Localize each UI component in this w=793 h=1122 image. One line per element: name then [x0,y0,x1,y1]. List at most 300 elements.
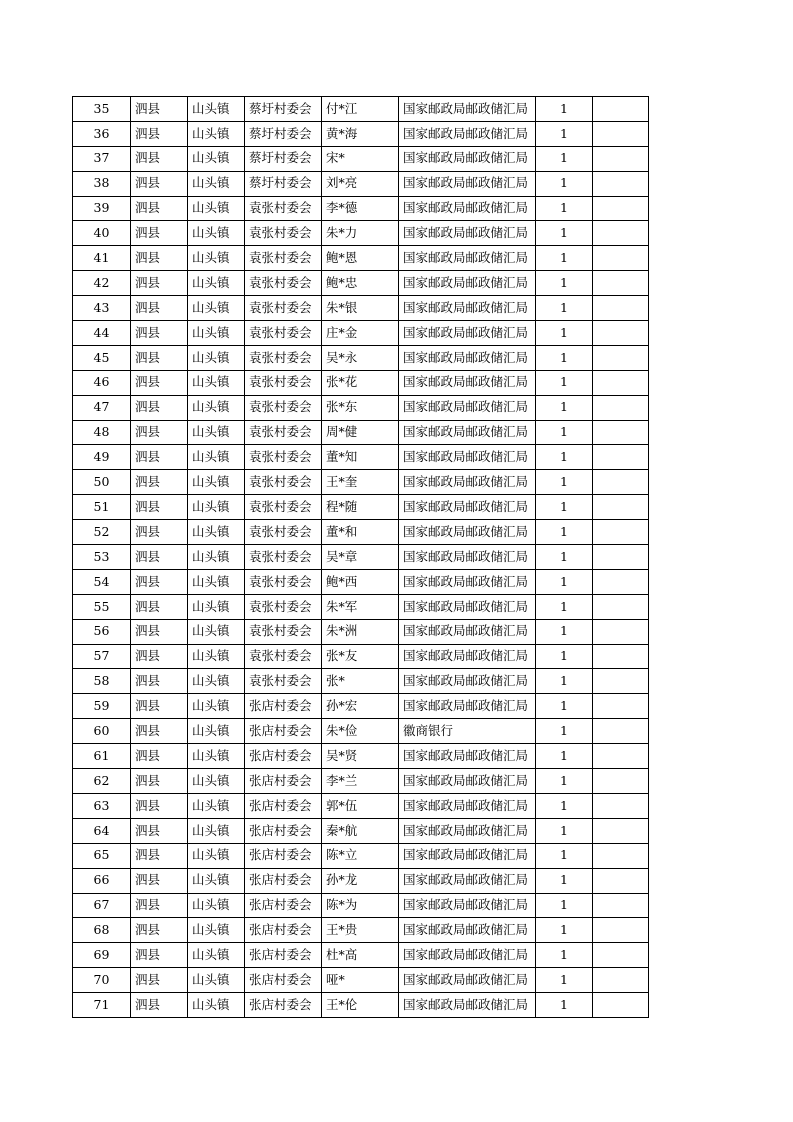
village-committee-cell: 张店村委会 [245,744,322,769]
bank-cell: 国家邮政局邮政储汇局 [399,370,536,395]
row-number-cell: 64 [73,818,131,843]
county-cell: 泗县 [131,495,188,520]
table-row [73,968,649,993]
town-cell: 山头镇 [188,918,245,943]
town-cell: 山头镇 [188,868,245,893]
table-row [73,121,649,146]
county-cell: 泗县 [131,445,188,470]
county-cell: 泗县 [131,694,188,719]
county-cell: 泗县 [131,121,188,146]
table-row [73,818,649,843]
village-committee-cell: 张店村委会 [245,793,322,818]
row-number-cell: 71 [73,993,131,1018]
county-cell: 泗县 [131,296,188,321]
count-cell: 1 [536,644,593,669]
row-number-cell: 48 [73,420,131,445]
row-number-cell: 41 [73,246,131,271]
table-row [73,495,649,520]
county-cell: 泗县 [131,719,188,744]
county-cell: 泗县 [131,993,188,1018]
village-committee-cell: 张店村委会 [245,918,322,943]
village-committee-cell: 袁张村委会 [245,246,322,271]
county-cell: 泗县 [131,893,188,918]
row-number-cell: 38 [73,171,131,196]
note-cell [593,793,649,818]
bank-cell: 国家邮政局邮政储汇局 [399,893,536,918]
count-cell: 1 [536,345,593,370]
table-row [73,669,649,694]
table-row [73,321,649,346]
row-number-cell: 67 [73,893,131,918]
county-cell: 泗县 [131,321,188,346]
table-row [73,569,649,594]
person-name-cell: 陈*为 [322,893,399,918]
town-cell: 山头镇 [188,818,245,843]
row-number-cell: 46 [73,370,131,395]
row-number-cell: 52 [73,520,131,545]
count-cell: 1 [536,968,593,993]
town-cell: 山头镇 [188,769,245,794]
note-cell [593,644,649,669]
count-cell: 1 [536,893,593,918]
person-name-cell: 朱*银 [322,296,399,321]
row-number-cell: 51 [73,495,131,520]
note-cell [593,321,649,346]
count-cell: 1 [536,321,593,346]
bank-cell: 国家邮政局邮政储汇局 [399,619,536,644]
note-cell [593,744,649,769]
town-cell: 山头镇 [188,196,245,221]
person-name-cell: 鲍*忠 [322,271,399,296]
table-row [73,644,649,669]
count-cell: 1 [536,296,593,321]
count-cell: 1 [536,370,593,395]
town-cell: 山头镇 [188,321,245,346]
village-committee-cell: 袁张村委会 [245,196,322,221]
village-committee-cell: 袁张村委会 [245,470,322,495]
count-cell: 1 [536,669,593,694]
county-cell: 泗县 [131,271,188,296]
row-number-cell: 63 [73,793,131,818]
count-cell: 1 [536,246,593,271]
village-committee-cell: 袁张村委会 [245,321,322,346]
person-name-cell: 朱*力 [322,221,399,246]
bank-cell: 国家邮政局邮政储汇局 [399,818,536,843]
count-cell: 1 [536,196,593,221]
table-row [73,769,649,794]
bank-cell: 国家邮政局邮政储汇局 [399,221,536,246]
row-number-cell: 66 [73,868,131,893]
town-cell: 山头镇 [188,569,245,594]
village-committee-cell: 张店村委会 [245,719,322,744]
village-committee-cell: 袁张村委会 [245,420,322,445]
village-committee-cell: 张店村委会 [245,694,322,719]
bank-cell: 国家邮政局邮政储汇局 [399,271,536,296]
row-number-cell: 60 [73,719,131,744]
note-cell [593,395,649,420]
county-cell: 泗县 [131,818,188,843]
county-cell: 泗县 [131,246,188,271]
county-cell: 泗县 [131,868,188,893]
town-cell: 山头镇 [188,545,245,570]
town-cell: 山头镇 [188,619,245,644]
table-row [73,470,649,495]
village-committee-cell: 袁张村委会 [245,296,322,321]
row-number-cell: 61 [73,744,131,769]
person-name-cell: 陈*立 [322,843,399,868]
person-name-cell: 刘*亮 [322,171,399,196]
person-name-cell: 程*随 [322,495,399,520]
town-cell: 山头镇 [188,395,245,420]
county-cell: 泗县 [131,171,188,196]
town-cell: 山头镇 [188,843,245,868]
county-cell: 泗县 [131,769,188,794]
note-cell [593,719,649,744]
count-cell: 1 [536,545,593,570]
village-committee-cell: 张店村委会 [245,818,322,843]
person-name-cell: 庄*金 [322,321,399,346]
note-cell [593,420,649,445]
county-cell: 泗县 [131,744,188,769]
bank-cell: 国家邮政局邮政储汇局 [399,196,536,221]
county-cell: 泗县 [131,619,188,644]
village-committee-cell: 袁张村委会 [245,271,322,296]
town-cell: 山头镇 [188,470,245,495]
person-name-cell: 王*伦 [322,993,399,1018]
town-cell: 山头镇 [188,495,245,520]
table-row [73,619,649,644]
count-cell: 1 [536,943,593,968]
village-committee-cell: 袁张村委会 [245,594,322,619]
village-committee-cell: 袁张村委会 [245,495,322,520]
table-row [73,744,649,769]
village-committee-cell: 袁张村委会 [245,370,322,395]
table-row [73,893,649,918]
bank-cell: 国家邮政局邮政储汇局 [399,470,536,495]
person-name-cell: 哑* [322,968,399,993]
table-row [73,520,649,545]
note-cell [593,893,649,918]
count-cell: 1 [536,594,593,619]
bank-cell: 国家邮政局邮政储汇局 [399,594,536,619]
table-row [73,594,649,619]
person-name-cell: 吴*章 [322,545,399,570]
table-row [73,271,649,296]
table-row [73,420,649,445]
row-number-cell: 68 [73,918,131,943]
note-cell [593,818,649,843]
table-row [73,843,649,868]
village-committee-cell: 袁张村委会 [245,619,322,644]
note-cell [593,171,649,196]
note-cell [593,121,649,146]
county-cell: 泗县 [131,918,188,943]
note-cell [593,545,649,570]
town-cell: 山头镇 [188,943,245,968]
person-name-cell: 秦*航 [322,818,399,843]
table-row [73,345,649,370]
row-number-cell: 54 [73,569,131,594]
town-cell: 山头镇 [188,719,245,744]
row-number-cell: 42 [73,271,131,296]
bank-cell: 国家邮政局邮政储汇局 [399,669,536,694]
town-cell: 山头镇 [188,221,245,246]
bank-cell: 国家邮政局邮政储汇局 [399,246,536,271]
table-row [73,445,649,470]
note-cell [593,968,649,993]
person-name-cell: 王*奎 [322,470,399,495]
village-committee-cell: 袁张村委会 [245,669,322,694]
count-cell: 1 [536,769,593,794]
county-cell: 泗县 [131,569,188,594]
person-name-cell: 张* [322,669,399,694]
count-cell: 1 [536,121,593,146]
county-cell: 泗县 [131,644,188,669]
row-number-cell: 44 [73,321,131,346]
village-committee-cell: 袁张村委会 [245,545,322,570]
count-cell: 1 [536,868,593,893]
row-number-cell: 37 [73,146,131,171]
note-cell [593,445,649,470]
county-cell: 泗县 [131,793,188,818]
person-name-cell: 张*友 [322,644,399,669]
records-table [72,96,649,1018]
bank-cell: 国家邮政局邮政储汇局 [399,868,536,893]
row-number-cell: 57 [73,644,131,669]
village-committee-cell: 张店村委会 [245,893,322,918]
table-row [73,395,649,420]
note-cell [593,594,649,619]
town-cell: 山头镇 [188,121,245,146]
note-cell [593,843,649,868]
town-cell: 山头镇 [188,420,245,445]
note-cell [593,569,649,594]
person-name-cell: 宋* [322,146,399,171]
bank-cell: 国家邮政局邮政储汇局 [399,993,536,1018]
note-cell [593,146,649,171]
row-number-cell: 45 [73,345,131,370]
person-name-cell: 付*江 [322,97,399,122]
count-cell: 1 [536,818,593,843]
town-cell: 山头镇 [188,968,245,993]
row-number-cell: 49 [73,445,131,470]
count-cell: 1 [536,171,593,196]
person-name-cell: 董*知 [322,445,399,470]
count-cell: 1 [536,520,593,545]
person-name-cell: 王*贵 [322,918,399,943]
town-cell: 山头镇 [188,520,245,545]
row-number-cell: 39 [73,196,131,221]
row-number-cell: 58 [73,669,131,694]
table-row [73,196,649,221]
count-cell: 1 [536,843,593,868]
bank-cell: 国家邮政局邮政储汇局 [399,395,536,420]
count-cell: 1 [536,470,593,495]
note-cell [593,868,649,893]
person-name-cell: 孙*龙 [322,868,399,893]
county-cell: 泗县 [131,345,188,370]
count-cell: 1 [536,744,593,769]
count-cell: 1 [536,445,593,470]
row-number-cell: 59 [73,694,131,719]
table-row [73,296,649,321]
town-cell: 山头镇 [188,893,245,918]
count-cell: 1 [536,395,593,420]
bank-cell: 徽商银行 [399,719,536,744]
note-cell [593,993,649,1018]
village-committee-cell: 蔡圩村委会 [245,171,322,196]
bank-cell: 国家邮政局邮政储汇局 [399,171,536,196]
table-row [73,793,649,818]
bank-cell: 国家邮政局邮政储汇局 [399,744,536,769]
row-number-cell: 35 [73,97,131,122]
person-name-cell: 李*兰 [322,769,399,794]
town-cell: 山头镇 [188,744,245,769]
note-cell [593,694,649,719]
person-name-cell: 吴*贤 [322,744,399,769]
person-name-cell: 鲍*恩 [322,246,399,271]
county-cell: 泗县 [131,520,188,545]
county-cell: 泗县 [131,420,188,445]
town-cell: 山头镇 [188,370,245,395]
note-cell [593,669,649,694]
village-committee-cell: 蔡圩村委会 [245,121,322,146]
note-cell [593,296,649,321]
note-cell [593,370,649,395]
town-cell: 山头镇 [188,146,245,171]
count-cell: 1 [536,569,593,594]
bank-cell: 国家邮政局邮政储汇局 [399,843,536,868]
bank-cell: 国家邮政局邮政储汇局 [399,918,536,943]
records-body [73,97,649,1018]
table-row [73,370,649,395]
person-name-cell: 李*德 [322,196,399,221]
bank-cell: 国家邮政局邮政储汇局 [399,495,536,520]
note-cell [593,246,649,271]
person-name-cell: 张*花 [322,370,399,395]
village-committee-cell: 张店村委会 [245,843,322,868]
note-cell [593,619,649,644]
town-cell: 山头镇 [188,345,245,370]
note-cell [593,221,649,246]
person-name-cell: 杜*高 [322,943,399,968]
note-cell [593,271,649,296]
count-cell: 1 [536,619,593,644]
table-row [73,545,649,570]
row-number-cell: 56 [73,619,131,644]
bank-cell: 国家邮政局邮政储汇局 [399,345,536,370]
county-cell: 泗县 [131,470,188,495]
note-cell [593,495,649,520]
count-cell: 1 [536,694,593,719]
row-number-cell: 53 [73,545,131,570]
person-name-cell: 张*东 [322,395,399,420]
person-name-cell: 周*健 [322,420,399,445]
bank-cell: 国家邮政局邮政储汇局 [399,644,536,669]
note-cell [593,520,649,545]
village-committee-cell: 张店村委会 [245,993,322,1018]
town-cell: 山头镇 [188,993,245,1018]
row-number-cell: 36 [73,121,131,146]
note-cell [593,769,649,794]
table-row [73,993,649,1018]
note-cell [593,470,649,495]
town-cell: 山头镇 [188,694,245,719]
county-cell: 泗县 [131,545,188,570]
county-cell: 泗县 [131,843,188,868]
count-cell: 1 [536,918,593,943]
county-cell: 泗县 [131,221,188,246]
bank-cell: 国家邮政局邮政储汇局 [399,97,536,122]
count-cell: 1 [536,420,593,445]
row-number-cell: 40 [73,221,131,246]
bank-cell: 国家邮政局邮政储汇局 [399,793,536,818]
bank-cell: 国家邮政局邮政储汇局 [399,321,536,346]
person-name-cell: 孙*宏 [322,694,399,719]
county-cell: 泗县 [131,196,188,221]
person-name-cell: 吴*永 [322,345,399,370]
town-cell: 山头镇 [188,445,245,470]
village-committee-cell: 袁张村委会 [245,520,322,545]
village-committee-cell: 张店村委会 [245,968,322,993]
table-row [73,719,649,744]
note-cell [593,345,649,370]
table-row [73,146,649,171]
town-cell: 山头镇 [188,171,245,196]
row-number-cell: 62 [73,769,131,794]
village-committee-cell: 袁张村委会 [245,221,322,246]
county-cell: 泗县 [131,968,188,993]
bank-cell: 国家邮政局邮政储汇局 [399,968,536,993]
row-number-cell: 70 [73,968,131,993]
town-cell: 山头镇 [188,97,245,122]
town-cell: 山头镇 [188,669,245,694]
table-row [73,918,649,943]
bank-cell: 国家邮政局邮政储汇局 [399,694,536,719]
county-cell: 泗县 [131,97,188,122]
county-cell: 泗县 [131,370,188,395]
person-name-cell: 黄*海 [322,121,399,146]
count-cell: 1 [536,271,593,296]
town-cell: 山头镇 [188,594,245,619]
count-cell: 1 [536,993,593,1018]
bank-cell: 国家邮政局邮政储汇局 [399,520,536,545]
count-cell: 1 [536,97,593,122]
row-number-cell: 69 [73,943,131,968]
count-cell: 1 [536,719,593,744]
village-committee-cell: 蔡圩村委会 [245,146,322,171]
table-row [73,694,649,719]
bank-cell: 国家邮政局邮政储汇局 [399,769,536,794]
county-cell: 泗县 [131,395,188,420]
count-cell: 1 [536,495,593,520]
bank-cell: 国家邮政局邮政储汇局 [399,146,536,171]
note-cell [593,97,649,122]
bank-cell: 国家邮政局邮政储汇局 [399,121,536,146]
county-cell: 泗县 [131,146,188,171]
table-row [73,943,649,968]
person-name-cell: 朱*洲 [322,619,399,644]
bank-cell: 国家邮政局邮政储汇局 [399,545,536,570]
town-cell: 山头镇 [188,296,245,321]
person-name-cell: 朱*俭 [322,719,399,744]
town-cell: 山头镇 [188,271,245,296]
bank-cell: 国家邮政局邮政储汇局 [399,943,536,968]
person-name-cell: 朱*军 [322,594,399,619]
row-number-cell: 55 [73,594,131,619]
village-committee-cell: 袁张村委会 [245,644,322,669]
table-row [73,221,649,246]
